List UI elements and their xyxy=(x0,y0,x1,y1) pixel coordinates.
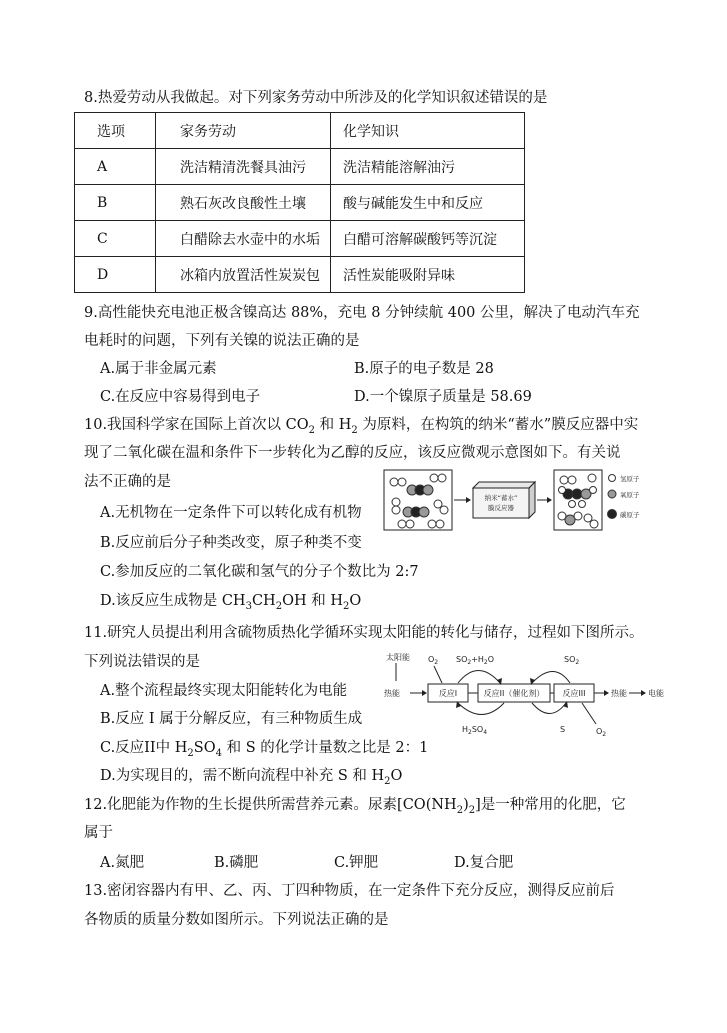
q11-text: C.反应II中 H xyxy=(100,740,188,756)
legend-o-swatch xyxy=(608,490,616,498)
arrow-head xyxy=(641,690,646,696)
q12-line1 xyxy=(84,795,626,815)
subscript: 2 xyxy=(275,600,283,612)
header-knowledge: 化学知识 xyxy=(331,113,525,149)
q10-option-c: C.参加反应的二氧化碳和氢气的分子个数比为 2:7 xyxy=(100,564,419,580)
legend-c-swatch xyxy=(608,510,617,519)
q12-text: ]是一种常用的化肥，它 xyxy=(475,797,626,813)
subscript: 2 xyxy=(351,424,358,436)
arrow-head xyxy=(422,690,427,696)
box-reaction-3-label: 反应III xyxy=(562,689,586,698)
table-header-row xyxy=(75,113,525,149)
so2-h2o-label: $SO_2+H_2O$ xyxy=(456,655,495,666)
subscript: 2 xyxy=(468,804,476,816)
q12-option-d: D.复合肥 xyxy=(454,855,514,871)
h2so4-label: $H_2SO_4$ xyxy=(462,725,488,736)
q12-text: 12.化肥能为作物的生长提供所需营养元素。尿素[CO(NH xyxy=(84,797,457,813)
h2so4-return-curve xyxy=(458,703,504,715)
q10-option-d xyxy=(100,591,361,611)
table-row xyxy=(75,221,525,257)
q8-stem: 8.热爱劳动从我做起。对下列家务劳动中所涉及的化学知识叙述错误的是 xyxy=(84,90,548,106)
q11-line2: 下列说法错误的是 xyxy=(84,654,200,670)
arrow-head xyxy=(466,497,471,503)
q9-line1: 9.高性能快充电池正极含镍高达 88%，充电 8 分钟续航 400 公里，解决了电动汽车充 xyxy=(84,305,640,321)
q10-line3: 法不正确的是 xyxy=(84,474,171,490)
reactor-label-1: 纳米“蓄水” xyxy=(484,494,518,502)
legend-h-swatch xyxy=(609,475,616,482)
q10-text: CH xyxy=(251,593,276,609)
q9-option-d: D.一个镍原子质量是 58.69 xyxy=(354,389,532,405)
legend-c-label: 碳原子 xyxy=(620,511,640,519)
header-housework: 家务劳动 xyxy=(156,113,331,149)
o2-out-line xyxy=(434,666,442,683)
q10-text: OH 和 H xyxy=(282,593,343,609)
header-option: 选项 xyxy=(75,113,156,149)
q11-option-b: B.反应 I 属于分解反应，有三种物质生成 xyxy=(100,711,363,727)
row-knowledge: 酸与碱能发生中和反应 xyxy=(331,185,525,221)
q9-option-a: A.属于非金属元素 xyxy=(100,361,217,377)
subscript: 2 xyxy=(342,600,350,612)
box-reaction-1-label: 反应I xyxy=(438,689,458,698)
row-option: D xyxy=(75,257,156,293)
q11-text: 和 S 的化学计量数之比是 2：1 xyxy=(221,740,429,756)
q11-line1: 11.研究人员提出利用含硫物质热化学循环实现太阳能的转化与储存，过程如下图所示。 xyxy=(84,625,644,641)
row-option: B xyxy=(75,185,156,221)
row-knowledge: 洗洁精能溶解油污 xyxy=(331,149,525,185)
q8-table xyxy=(74,112,525,293)
subscript: 2 xyxy=(384,775,391,787)
q10-text: D.该反应生成物是 CH xyxy=(100,593,246,609)
legend-o-label: 氧原子 xyxy=(620,491,640,499)
q10-option-a: A.无机物在一定条件下可以转化成有机物 xyxy=(100,505,362,521)
row-option: A xyxy=(75,149,156,185)
q13-line2: 各物质的质量分数如图所示。下列说法正确的是 xyxy=(84,912,389,928)
q11-option-c xyxy=(100,738,428,758)
subscript: 2 xyxy=(308,424,316,436)
row-housework: 熟石灰改良酸性土壤 xyxy=(156,185,331,221)
q11-text: SO xyxy=(193,740,216,756)
q10-line1 xyxy=(84,415,638,435)
table-row xyxy=(75,185,525,221)
so2-h2o-curve xyxy=(458,671,500,684)
o2-bottom-label: $O_2$ xyxy=(596,727,607,736)
q12-option-a: A.氮肥 xyxy=(100,855,145,871)
row-housework: 白醋除去水壶中的水垢 xyxy=(156,221,331,257)
q9-option-c: C.在反应中容易得到电子 xyxy=(100,389,261,405)
row-housework: 洗洁精清洗餐具油污 xyxy=(156,149,331,185)
table-row xyxy=(75,257,525,293)
subscript: 3 xyxy=(245,600,252,612)
electric-label: 电能 xyxy=(648,689,664,698)
row-option: C xyxy=(75,221,156,257)
s-label: S xyxy=(560,725,566,734)
q12-option-b: B.磷肥 xyxy=(214,855,259,871)
row-knowledge: 活性炭能吸附异味 xyxy=(331,257,525,293)
q10-text: 和 H xyxy=(315,417,352,433)
so2-return-curve xyxy=(532,672,570,684)
so2-right-label: $SO_2$ xyxy=(564,655,580,666)
table-row xyxy=(75,149,525,185)
q11-text: O xyxy=(390,768,403,784)
q11-text: D.为实现目的，需不断向流程中补充 S 和 H xyxy=(100,768,385,784)
arrow-head xyxy=(604,690,609,696)
q10-text: 为原料，在构筑的纳米“蓄水”膜反应器中实 xyxy=(357,417,639,433)
q12-text: ) xyxy=(463,797,469,813)
q11-option-a: A.整个流程最终实现太阳能转化为电能 xyxy=(100,683,348,699)
o2-top-label: $O_2$ xyxy=(428,655,439,666)
subscript: 4 xyxy=(215,747,222,759)
q10-reaction-diagram xyxy=(382,468,682,536)
q9-line2: 电耗时的问题，下列有关镍的说法正确的是 xyxy=(84,333,360,349)
q10-text: 10.我国科学家在国际上首次以 CO xyxy=(84,417,309,433)
q12-line2: 属于 xyxy=(84,825,113,841)
reactor-label-2: 膜反应器 xyxy=(488,504,514,512)
q12-option-c: C.钾肥 xyxy=(334,855,379,871)
heat-in-label: 热能 xyxy=(384,689,400,698)
q10-option-b: B.反应前后分子种类改变，原子种类不变 xyxy=(100,535,362,551)
row-knowledge: 白醋可溶解碳酸钙等沉淀 xyxy=(331,221,525,257)
q10-text: O xyxy=(349,593,362,609)
legend-h-label: 氢原子 xyxy=(620,475,640,483)
s-to-reaction3-curve xyxy=(532,703,566,714)
arrow-head xyxy=(547,497,552,503)
box-reaction-2-label: 反应II（催化剂） xyxy=(483,689,545,698)
row-housework: 冰箱内放置活性炭炭包 xyxy=(156,257,331,293)
q9-option-b: B.原子的电子数是 28 xyxy=(354,361,494,377)
subscript: 2 xyxy=(456,804,464,816)
solar-label: 太阳能 xyxy=(386,653,410,662)
subscript: 2 xyxy=(187,747,194,759)
heat-out-label: 热能 xyxy=(611,689,627,698)
q11-flow-diagram xyxy=(382,648,682,736)
q13-line1: 13.密闭容器内有甲、乙、丙、丁四种物质，在一定条件下充分反应，测得反应前后 xyxy=(84,883,615,899)
q10-line2: 现了二氧化碳在温和条件下一步转化为乙醇的反应，该反应微观示意图如下。有关说 xyxy=(84,445,621,461)
q11-option-d xyxy=(100,766,402,786)
o2-in-line xyxy=(582,703,596,724)
